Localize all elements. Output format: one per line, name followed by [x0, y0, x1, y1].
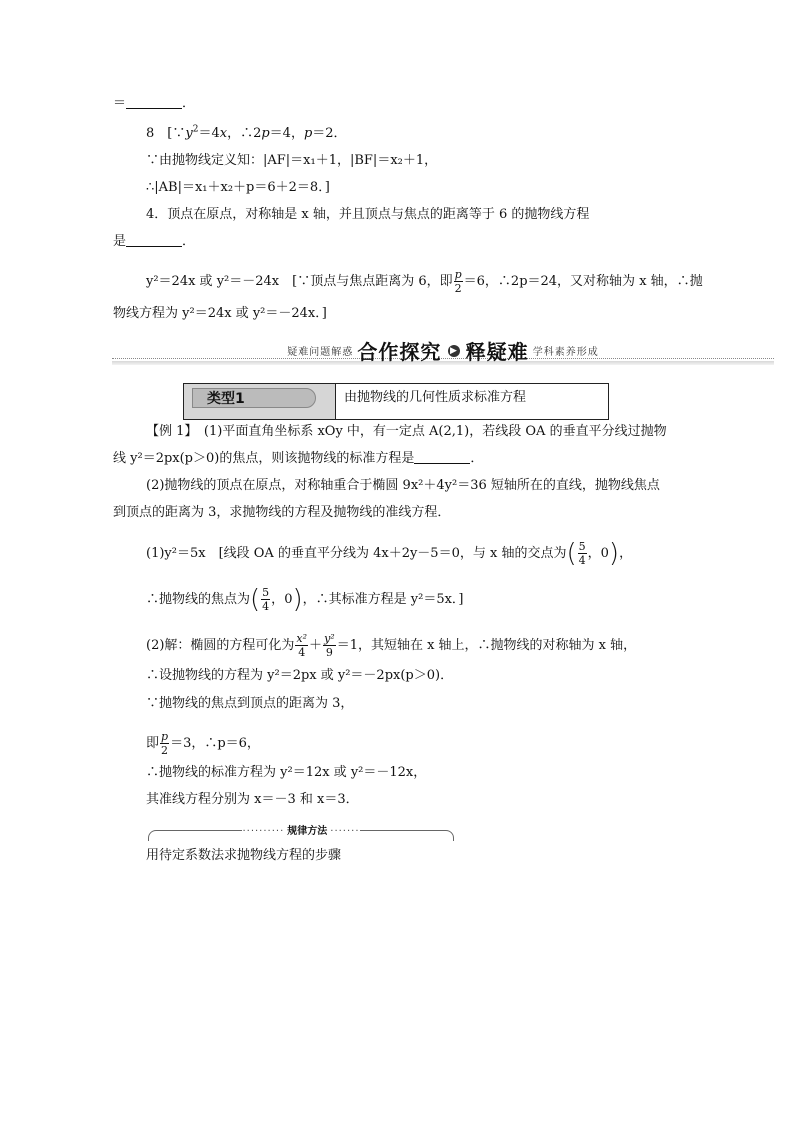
solution-line [146, 763, 426, 783]
text: ，∴其标准方程是 y²＝5x．] [302, 592, 464, 607]
type-title: 由抛物线的几何性质求标准方程 [344, 390, 527, 405]
text: ∴抛物线的焦点为 [146, 592, 251, 607]
banner-right-text: 学科素养形成 [532, 347, 599, 358]
text: 是 [113, 234, 127, 249]
text: ． [470, 451, 484, 466]
answer-blank [414, 451, 470, 464]
text: ＝6，∴2p＝24，又对称轴为 x 轴，∴抛 [463, 274, 703, 289]
section-banner [112, 336, 774, 366]
text: 其准线方程分别为 x＝－3 和 x＝3． [146, 792, 359, 807]
method-title: 规律方法 [284, 826, 330, 837]
type-label: 类型1 [192, 388, 316, 408]
banner-left-text: 疑难问题解惑 [287, 347, 354, 358]
text: 4．顶点在原点，对称轴是 x 轴，并且顶点与焦点的距离等于 6 的抛物线方程 [146, 207, 590, 222]
var: y [185, 126, 193, 141]
text: 到顶点的距离为 3，求抛物线的方程及抛物线的准线方程． [113, 505, 451, 520]
type-box [183, 383, 609, 420]
text: 【例 1】 (1)平面直角坐标系 xOy 中，有一定点 A(2,1)，若线段 OA 的垂直平分线过抛物 [146, 424, 667, 439]
method-dots: ······· [330, 826, 360, 837]
type-label-cell [184, 384, 336, 419]
fraction: $\frac{p}{2}$ [161, 730, 169, 757]
arrow-icon: ▶ [448, 345, 460, 357]
var: p [303, 126, 313, 141]
text: ∵抛物线的焦点到顶点的距离为 3， [146, 696, 354, 711]
text: 8 [∵ [146, 126, 186, 141]
text: ∵由抛物线定义知：|AF|＝x₁＋1，|BF|＝x₂＋1， [146, 153, 438, 168]
example-1-line [146, 476, 660, 496]
text-line [146, 151, 437, 171]
example-1-line [113, 503, 450, 523]
var: p [261, 126, 270, 141]
solution-line [146, 790, 359, 810]
text: ＝1，其短轴在 x 轴上，∴抛物线的对称轴为 x 轴， [336, 638, 637, 653]
text-line [146, 178, 330, 198]
text: ＋ [309, 638, 323, 653]
text: ∴|AB|＝x₁＋x₂＋p＝6＋2＝8．] [146, 180, 330, 195]
fraction: $\frac{\text{y²}}{9}$ [324, 632, 335, 659]
text: ， [619, 546, 633, 561]
text: (2)解：椭圆的方程可化为 [146, 638, 295, 653]
text-line [113, 304, 327, 324]
solution-line [146, 730, 260, 757]
text: ＝3，∴p＝6， [170, 736, 260, 751]
fraction: $\frac{\text{x²}}{4}$ [296, 632, 308, 659]
text: (2)抛物线的顶点在原点，对称轴重合于椭圆 9x²＋4y²＝36 短轴所在的直线，抛物线焦点 [146, 478, 660, 493]
text: 用待定系数法求抛物线方程的步骤 [146, 848, 342, 863]
solution-line [146, 666, 453, 686]
text: 物线方程为 y²＝24x 或 y²＝－24x．] [113, 306, 327, 321]
banner-title-1: 合作探究 [357, 340, 442, 364]
fraction: $\frac{p}{2}$ [454, 268, 462, 295]
method-header [148, 823, 454, 839]
text: y²＝24x 或 y²＝－24x [∵顶点与焦点距离为 6，即 [146, 274, 453, 289]
text: ∴设抛物线的方程为 y²＝2px 或 y²＝－2px(p＞0)． [146, 668, 454, 683]
fraction: $\frac{5}{4}$ [578, 540, 586, 567]
solution-line: ∴抛物线的焦点为( $\frac{5}{4}$ ，0)，∴其标准方程是 y²＝5x．] [146, 584, 464, 615]
example-1-line [113, 449, 483, 469]
fraction: $\frac{5}{4}$ [262, 586, 270, 613]
answer-blank [126, 234, 182, 247]
method-dots: ·········· [242, 826, 285, 837]
banner-title-2: 释疑难 [465, 340, 529, 364]
solution-line: (1)y²＝5x [线段 OA 的垂直平分线为 4x＋2y－5＝0，与 x 轴的交点为( $\frac{5}{4}$ ，0)， [146, 538, 633, 569]
question-4 [146, 205, 589, 225]
text: ∴抛物线的标准方程为 y²＝12x 或 y²＝－12x， [146, 765, 427, 780]
text: ，∴2 [227, 126, 262, 141]
example-1-line [146, 422, 667, 442]
method-label [148, 822, 454, 837]
text: ＝4， [269, 126, 304, 141]
method-text [146, 846, 341, 866]
text: 即 [146, 736, 160, 751]
answer-blank [126, 96, 182, 109]
text-line: 8 [$\because y^2=4x$，∴2p＝4，p＝2． [146, 124, 347, 141]
text: (1)y²＝5x [线段 OA 的垂直平分线为 4x＋2y－5＝0，与 x 轴的交点为 [146, 546, 567, 561]
text-line: ＝ ． [113, 96, 196, 111]
text: 线 y²＝2px(p＞0)的焦点，则该抛物线的标准方程是 [113, 451, 415, 466]
text: ＝ [113, 96, 127, 111]
text: ＝4 [198, 126, 220, 141]
solution-line [146, 632, 636, 659]
text: ＝2． [312, 126, 347, 141]
banner-content [112, 336, 774, 365]
solution-line [146, 694, 353, 714]
text-line: 是 ． [113, 234, 196, 249]
answer-4 [146, 268, 703, 295]
var: x [219, 126, 228, 141]
